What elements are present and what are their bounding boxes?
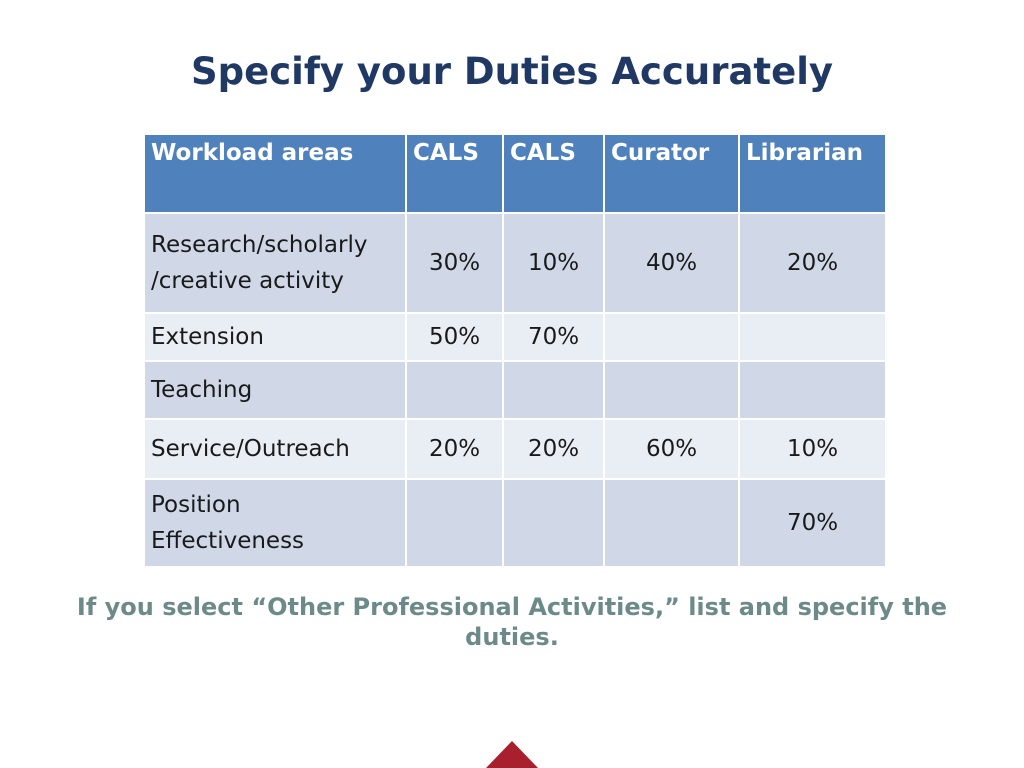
cell-value: 20%	[503, 419, 604, 479]
instruction-note: If you select “Other Professional Activities,” list and specify the duties.	[76, 593, 948, 651]
cell-value	[739, 313, 886, 361]
header-cals-2: CALS	[503, 134, 604, 213]
table-row	[144, 419, 886, 479]
row-label	[144, 479, 406, 567]
table-row	[144, 313, 886, 361]
header-librarian: Librarian	[739, 134, 886, 213]
cell-value: 70%	[503, 313, 604, 361]
row-label: Extension	[144, 313, 406, 361]
cell-value: 60%	[604, 419, 739, 479]
cell-value	[503, 479, 604, 567]
cell-value	[604, 313, 739, 361]
table-row	[144, 479, 886, 567]
cell-value	[503, 361, 604, 419]
row-label-line: Effectiveness	[151, 528, 305, 554]
cell-value: 30%	[406, 213, 503, 313]
header-workload-areas: Workload areas	[144, 134, 406, 213]
cell-value: 10%	[739, 419, 886, 479]
cell-value: 40%	[604, 213, 739, 313]
table-row	[144, 213, 886, 313]
row-label: Teaching	[144, 361, 406, 419]
row-label: Service/Outreach	[144, 419, 406, 479]
header-curator: Curator	[604, 134, 739, 213]
red-triangle-decoration	[486, 741, 538, 768]
cell-value	[604, 479, 739, 567]
row-label-line: /creative activity	[151, 268, 344, 294]
table-header-row	[144, 134, 886, 213]
workload-table	[143, 133, 887, 568]
cell-value: 20%	[406, 419, 503, 479]
header-cals-1: CALS	[406, 134, 503, 213]
slide-title: Specify your Duties Accurately	[190, 50, 833, 93]
cell-value: 10%	[503, 213, 604, 313]
cell-value: 20%	[739, 213, 886, 313]
cell-value	[604, 361, 739, 419]
cell-value	[739, 361, 886, 419]
cell-value: 50%	[406, 313, 503, 361]
cell-value	[406, 479, 503, 567]
cell-value: 70%	[739, 479, 886, 567]
table-row	[144, 361, 886, 419]
cell-value	[406, 361, 503, 419]
row-label-line: Research/scholarly	[151, 232, 368, 258]
row-label-line: Position	[151, 492, 241, 518]
row-label	[144, 213, 406, 313]
